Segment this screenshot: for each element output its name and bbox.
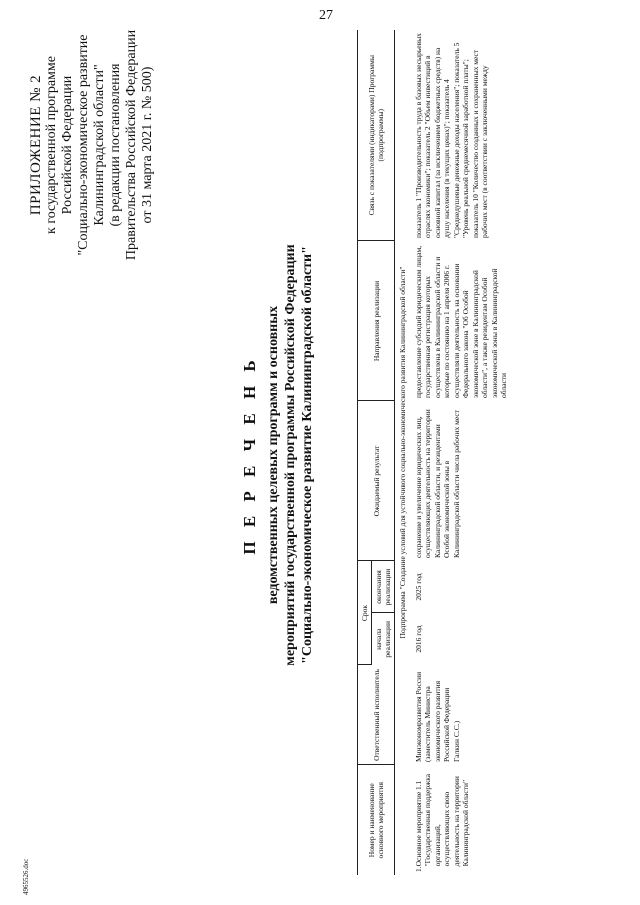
appendix-block — [28, 0, 156, 290]
header-directions: Направления реализации — [358, 241, 395, 401]
executor-cell: Минэкономразвития России (заместитель Министра экономического развития Российской Федерации Галкин С.С.) — [413, 671, 461, 762]
header-link: Связь с показателями (индикаторами) Программы (подпрограммы) — [358, 30, 395, 241]
appendix-line: к государственной программе — [44, 56, 59, 234]
heading-line: мероприятий государственной программы Российской Федерации — [283, 244, 298, 666]
table-row — [411, 30, 512, 875]
appendix-line: Правительства Российской Федерации — [124, 29, 139, 261]
header-result: Ожидаемый результат — [358, 401, 395, 561]
document-heading — [240, 235, 316, 675]
header-term: Срок — [358, 561, 372, 665]
result-cell: сохранение и увеличение юридических лиц, осуществляющих деятельность на территории Калининградской области, и резидентами Особой экономической зоны в Калининградской области числа рабочих мест — [413, 409, 461, 558]
document-code: 4965526.doc — [22, 858, 30, 895]
subprogram-title: Подпрограмма "Создание условий для устойчивого социально-экономического развития Калининградской области" — [398, 266, 407, 639]
measure-name: Основное мероприятие 1.1 "Государственная поддержка организаций, осуществляющих свою деятельность на территории Калининградской области" — [413, 773, 470, 867]
page-number: 27 — [319, 8, 333, 23]
measures-table — [357, 30, 512, 875]
appendix-line: Российской Федерации — [60, 75, 75, 215]
appendix-line: от 31 марта 2021 г. № 500) — [140, 66, 155, 224]
header-executor: Ответственный исполнитель — [358, 665, 395, 765]
measure-cell — [411, 765, 512, 875]
appendix-line: Калининградской области" — [92, 64, 107, 226]
end-cell: 2025 год — [413, 573, 423, 601]
appendix-title: ПРИЛОЖЕНИЕ № 2 — [28, 74, 44, 216]
heading-title: П Е Р Е Ч Е Н Ь — [240, 355, 259, 555]
row-number: 1. — [413, 866, 423, 872]
link-cell: показатель 1 "Производительность труда в базовых несырьевых отраслях экономики"; показатель 2 "Объем инвестиций в основной капитал (за исключением бюджетных средств) на душу населения (в текущих ценах)"; показатель 4 "Среднедушевые денежные доходы населения"; показатель 5 "Уровень реальной среднемесячной заработной платы"; показатель 10 "Количество созданных и сохраненных мест рабочих мест (в соответствии с заключенными между — [413, 33, 489, 238]
heading-line: ведомственных целевых программ и основных — [266, 305, 281, 605]
header-end: окончания реализации — [372, 561, 395, 613]
start-cell: 2016 год — [413, 625, 423, 653]
header-measure: Номер и наименование основного мероприятия — [358, 765, 395, 875]
appendix-line: "Социально-экономическое развитие — [76, 34, 91, 256]
appendix-line: (в редакции постановления — [108, 63, 123, 227]
header-start: начала реализации — [372, 613, 395, 665]
heading-line: "Социально-экономическое развитие Калининградской области" — [300, 246, 315, 664]
directions-cell: предоставление субсидий юридическим лицам, государственная регистрация которых осуществлена в Калининградской области и которые по состоянию на 1 апреля 2006 г. осуществляли деятельность на основании Федерального закона "Об Особой экономической зоне в Калининградской области", а также резидентам Особой экономической зоны в Калининградской области — [413, 245, 508, 398]
